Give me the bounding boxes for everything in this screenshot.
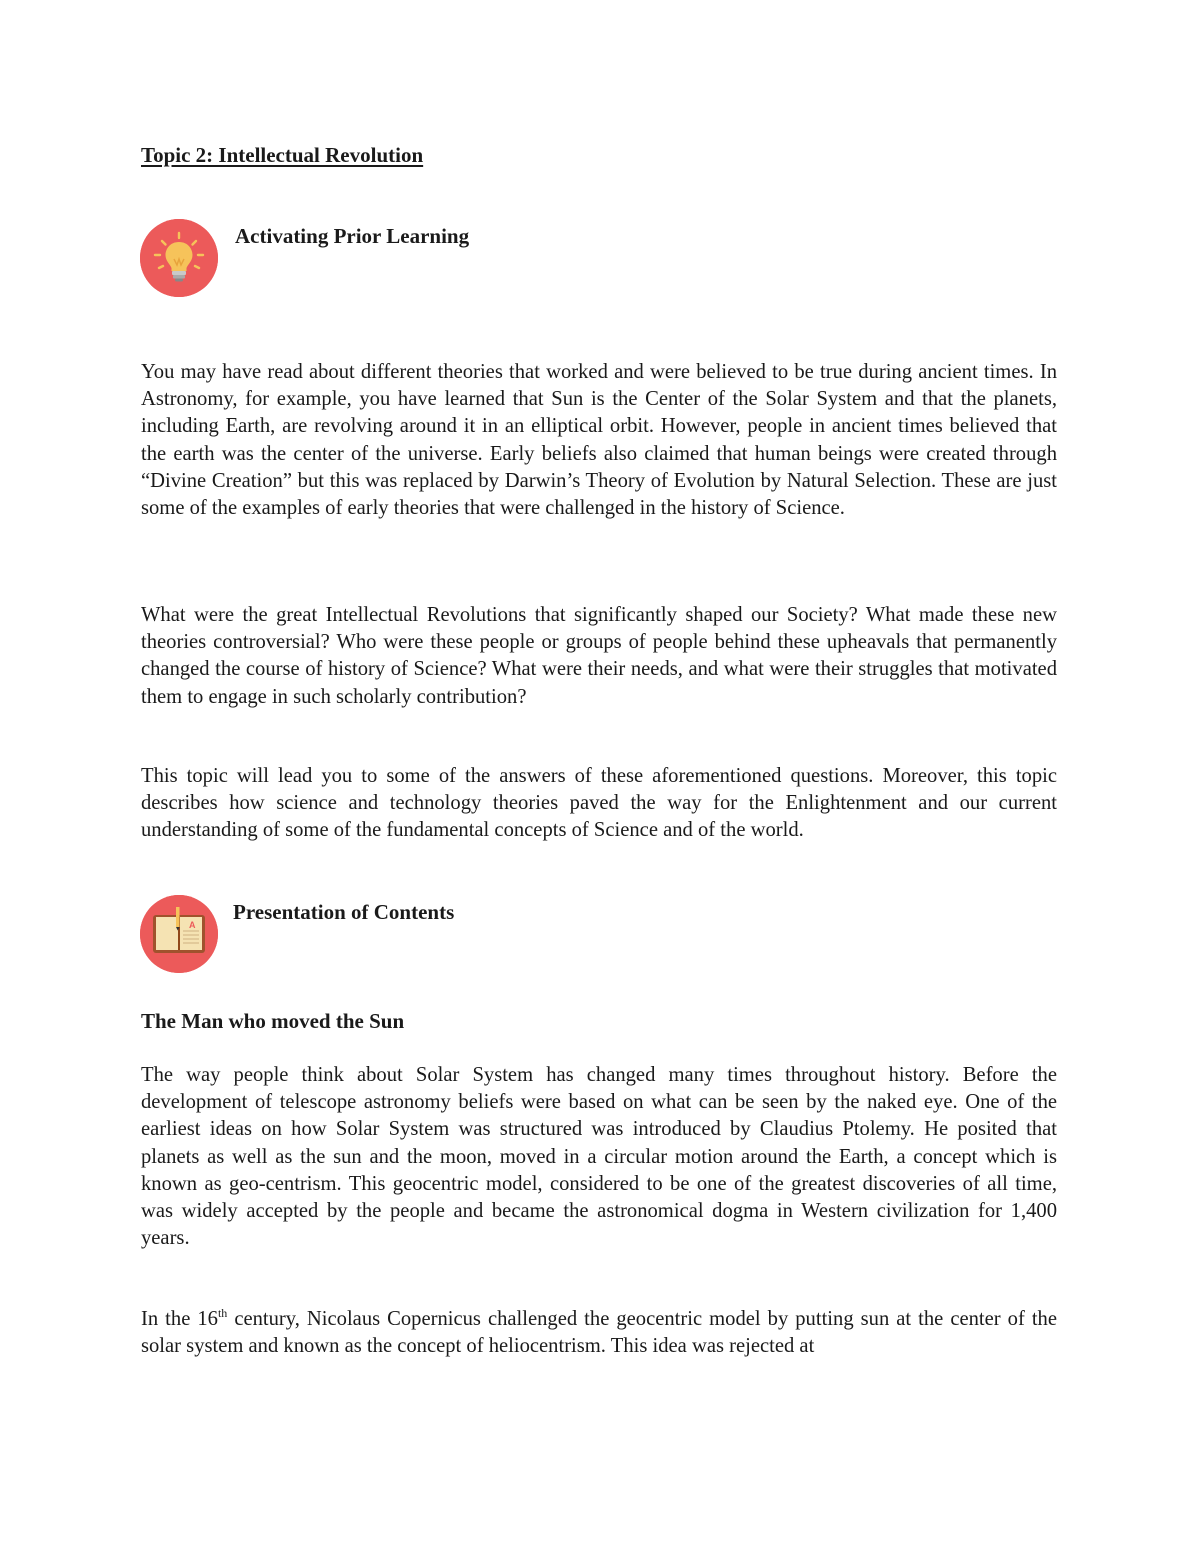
book-icon xyxy=(140,895,218,973)
copernicus-text-rest: century, Nicolaus Copernicus challenged the geocentric model by putting sun at the center of the solar system and known as the concept of heliocentrism. This idea was rejected at xyxy=(141,1308,1057,1358)
lightbulb-icon xyxy=(140,219,218,297)
presentation-of-contents-heading: Presentation of Contents xyxy=(233,900,455,924)
questions-paragraph: What were the great Intellectual Revolutions that significantly shaped our Society? What made these new theories controversial? Who were these people or groups of people behind these upheavals that permanently changed the course of history of Science? What were their needs, and what were their struggles that motivated them to engage in such scholarly contribution? xyxy=(141,604,1057,708)
topic-title: Topic 2: Intellectual Revolution xyxy=(141,143,424,167)
copernicus-text-start: In the 16 xyxy=(141,1308,218,1330)
activating-prior-learning-heading: Activating Prior Learning xyxy=(235,224,470,248)
ordinal-superscript: th xyxy=(217,1306,228,1321)
svg-text:A: A xyxy=(189,920,196,930)
man-who-moved-the-sun-heading: The Man who moved the Sun xyxy=(141,1009,405,1033)
intro-paragraph: You may have read about different theories that worked and were believed to be true during ancient times. In Astronomy, for example, you have learned that Sun is the Center of the Solar System and that the planets, including Earth, are revolving around it in an elliptical orbit. However, people in ancient times believed that the earth was the center of the universe. Early beliefs also claimed that human beings were created through “Divine Creation” but this was replaced by Darwin’s Theory of Evolution by Natural Selection. These are just some of the examples of early theories that were challenged in the history of Science. xyxy=(141,361,1057,520)
copernicus-paragraph xyxy=(141,1306,1057,1360)
solar-system-history-paragraph: The way people think about Solar System has changed many times throughout history. Before the development of telescope astronomy beliefs were based on what can be seen by the naked eye. One of the earliest ideas on how Solar System was structured was introduced by Claudius Ptolemy. He posited that planets as well as the sun and the moon, moved in a circular motion around the Earth, a concept which is known as geo-centrism. This geocentric model, considered to be one of the greatest discoveries of all time, was widely accepted by the people and became the astronomical dogma in Western civilization for 1,400 years. xyxy=(141,1064,1057,1250)
topic-overview-paragraph: This topic will lead you to some of the answers of these aforementioned questions. Moreover, this topic describes how science and technology theories paved the way for the Enlightenment and our current understanding of some of the fundamental concepts of Science and of the world. xyxy=(141,765,1057,842)
